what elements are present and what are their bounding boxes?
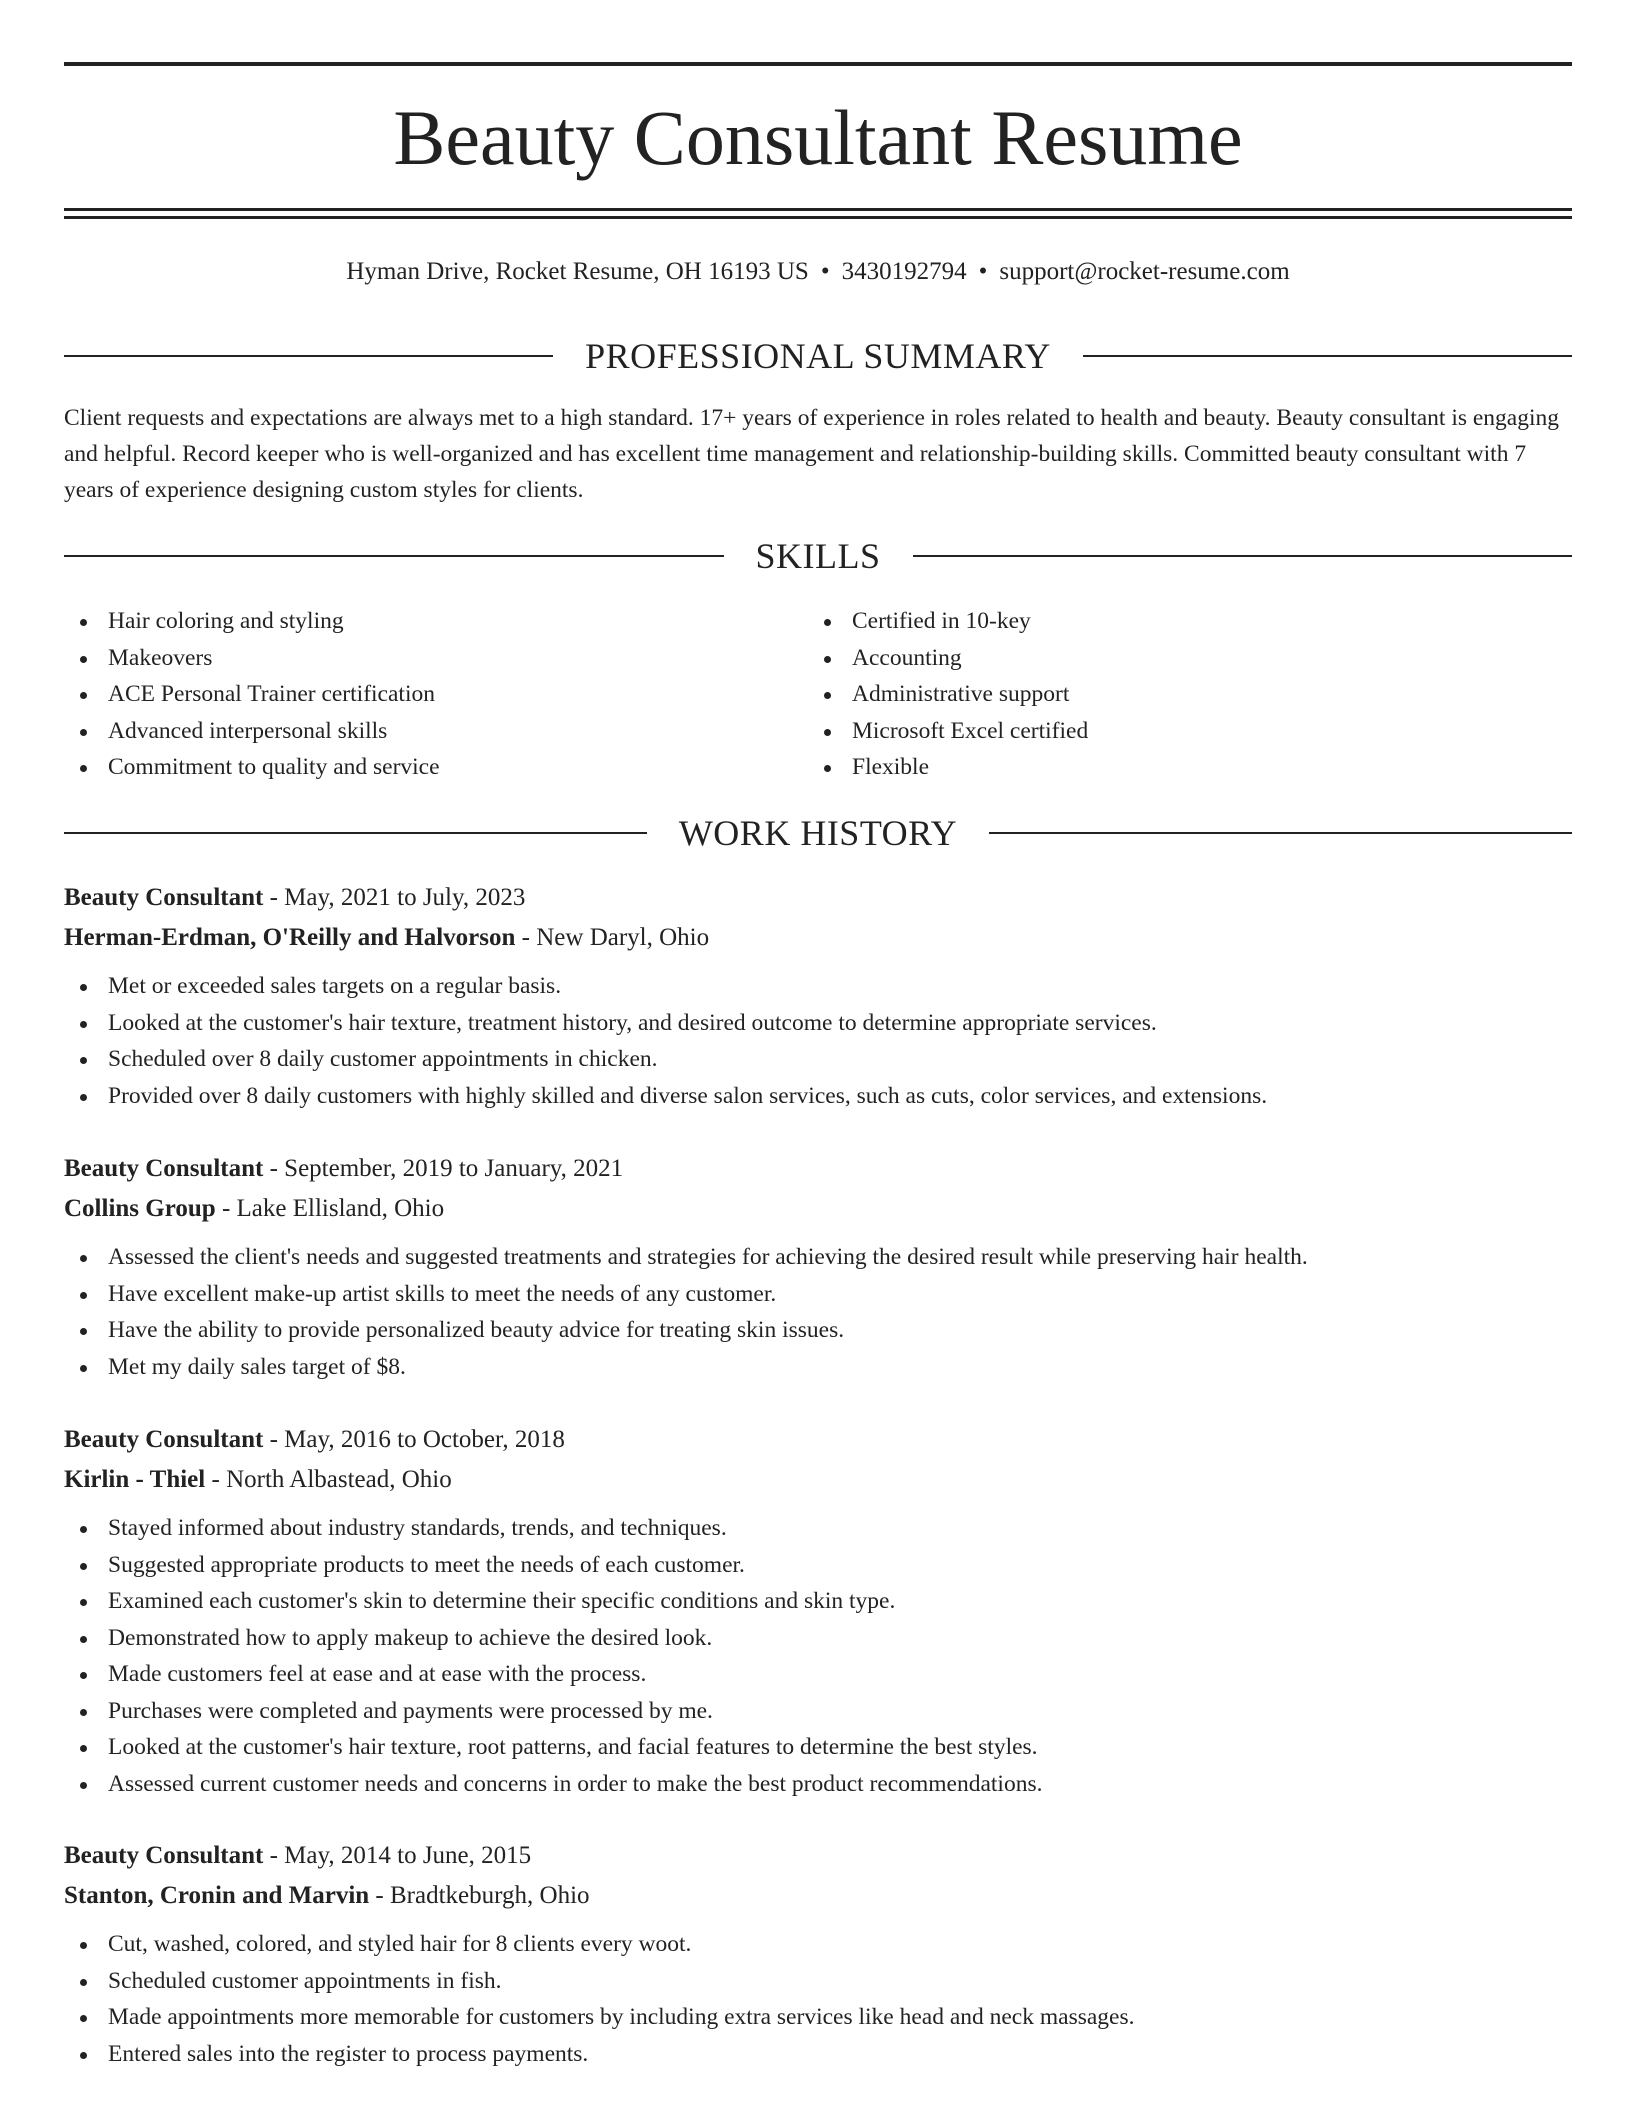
address: Hyman Drive, Rocket Resume, OH 16193 US <box>346 258 809 285</box>
section-header-summary <box>64 334 1572 378</box>
bullet-separator: • <box>820 258 830 285</box>
list-item: Looked at the customer's hair texture, treatment history, and desired outcome to determine appropriate services. <box>64 1005 1572 1042</box>
list-item: Stayed informed about industry standards, trends, and techniques. <box>64 1510 1572 1547</box>
job-location: Lake Ellisland, Ohio <box>236 1195 445 1222</box>
job-duties <box>64 1510 1572 1802</box>
list-item: Have excellent make-up artist skills to meet the needs of any customer. <box>64 1276 1572 1313</box>
list-item: Made appointments more memorable for customers by including extra services like head and neck massages. <box>64 1999 1572 2036</box>
section-title: SKILLS <box>755 536 881 576</box>
section-header-work-history <box>64 811 1572 855</box>
job-location: New Daryl, Ohio <box>536 924 710 951</box>
job-dates: May, 2014 to June, 2015 <box>284 1842 532 1869</box>
job-company: Collins Group <box>64 1195 216 1222</box>
list-item: Scheduled customer appointments in fish. <box>64 1963 1572 2000</box>
list-item: Suggested appropriate products to meet the needs of each customer. <box>64 1547 1572 1584</box>
list-item: Commitment to quality and service <box>64 749 808 786</box>
skills-column-left <box>64 603 808 786</box>
job-title-line: Beauty Consultant - May, 2016 to October, 2018 <box>64 1426 565 1453</box>
job-company-line: Herman-Erdman, O'Reilly and Halvorson - New Daryl, Ohio <box>64 924 710 951</box>
list-item: Assessed current customer needs and concerns in order to make the best product recommendations. <box>64 1766 1572 1803</box>
job-entry <box>64 1420 1572 1802</box>
job-title: Beauty Consultant <box>64 1842 264 1869</box>
job-dates: September, 2019 to January, 2021 <box>284 1155 624 1182</box>
job-dates: May, 2021 to July, 2023 <box>284 884 526 911</box>
list-item: Looked at the customer's hair texture, root patterns, and facial features to determine the best styles. <box>64 1729 1572 1766</box>
job-dates: May, 2016 to October, 2018 <box>284 1426 565 1453</box>
skills-list <box>64 603 1572 786</box>
job-duties <box>64 1926 1572 2072</box>
job-title-line: Beauty Consultant - May, 2014 to June, 2015 <box>64 1842 532 1869</box>
job-title: Beauty Consultant <box>64 1155 264 1182</box>
title-double-rule-upper <box>64 208 1572 211</box>
list-item: Met or exceeded sales targets on a regular basis. <box>64 968 1572 1005</box>
section-rule-left <box>64 355 553 357</box>
title-double-rule-lower <box>64 216 1572 219</box>
list-item: Made customers feel at ease and at ease with the process. <box>64 1656 1572 1693</box>
top-rule <box>64 62 1572 66</box>
contact-line <box>64 256 1572 288</box>
job-company-line: Kirlin - Thiel - North Albastead, Ohio <box>64 1466 452 1493</box>
job-title: Beauty Consultant <box>64 1426 264 1453</box>
phone: 3430192794 <box>841 258 967 285</box>
list-item: Certified in 10-key <box>808 603 1552 640</box>
job-location: North Albastead, Ohio <box>226 1466 452 1493</box>
job-company: Stanton, Cronin and Marvin <box>64 1882 370 1909</box>
list-item: Demonstrated how to apply makeup to achieve the desired look. <box>64 1620 1572 1657</box>
list-item: Purchases were completed and payments were processed by me. <box>64 1693 1572 1730</box>
job-title-line: Beauty Consultant - May, 2021 to July, 2023 <box>64 884 526 911</box>
job-entry <box>64 1836 1572 2072</box>
job-company: Kirlin - Thiel <box>64 1466 206 1493</box>
list-item: ACE Personal Trainer certification <box>64 676 808 713</box>
list-item: Administrative support <box>808 676 1552 713</box>
list-item: Examined each customer's skin to determine their specific conditions and skin type. <box>64 1583 1572 1620</box>
list-item: Cut, washed, colored, and styled hair for 8 clients every woot. <box>64 1926 1572 1963</box>
list-item: Met my daily sales target of $8. <box>64 1349 1572 1386</box>
job-title-line: Beauty Consultant - September, 2019 to January, 2021 <box>64 1155 624 1182</box>
job-company-line: Collins Group - Lake Ellisland, Ohio <box>64 1195 445 1222</box>
section-title: WORK HISTORY <box>678 813 958 853</box>
skills-column-right <box>808 603 1552 786</box>
list-item: Advanced interpersonal skills <box>64 713 808 750</box>
job-duties <box>64 1239 1572 1385</box>
job-entry <box>64 878 1572 1114</box>
bullet-separator: • <box>978 258 988 285</box>
list-item: Scheduled over 8 daily customer appointments in chicken. <box>64 1041 1572 1078</box>
job-entry <box>64 1149 1572 1385</box>
section-header-skills <box>64 534 1572 578</box>
section-rule-right <box>1083 355 1572 357</box>
section-title: PROFESSIONAL SUMMARY <box>585 336 1051 376</box>
email: support@rocket-resume.com <box>999 258 1290 285</box>
section-rule-right <box>913 555 1573 557</box>
list-item: Makeovers <box>64 640 808 677</box>
section-rule-right <box>989 832 1572 834</box>
professional-summary: Client requests and expectations are always met to a high standard. 17+ years of experience in roles related to health and beauty. Beauty consultant is engaging and helpful. Record keeper who is well-organized and has excellent time management and relationship-building skills. Committed beauty consultant with 7 years of experience designing custom styles for clients. <box>64 405 1560 503</box>
list-item: Flexible <box>808 749 1552 786</box>
list-item: Assessed the client's needs and suggested treatments and strategies for achieving the desired result while preserving hair health. <box>64 1239 1572 1276</box>
list-item: Have the ability to provide personalized beauty advice for treating skin issues. <box>64 1312 1572 1349</box>
job-company-line: Stanton, Cronin and Marvin - Bradtkeburgh, Ohio <box>64 1882 590 1909</box>
job-duties <box>64 968 1572 1114</box>
job-location: Bradtkeburgh, Ohio <box>390 1882 590 1909</box>
section-rule-left <box>64 832 647 834</box>
page-title: Beauty Consultant Resume <box>393 94 1243 181</box>
list-item: Accounting <box>808 640 1552 677</box>
section-rule-left <box>64 555 724 557</box>
list-item: Entered sales into the register to process payments. <box>64 2036 1572 2073</box>
job-company: Herman-Erdman, O'Reilly and Halvorson <box>64 924 516 951</box>
list-item: Hair coloring and styling <box>64 603 808 640</box>
list-item: Microsoft Excel certified <box>808 713 1552 750</box>
list-item: Provided over 8 daily customers with highly skilled and diverse salon services, such as cuts, color services, and extensions. <box>64 1078 1572 1115</box>
job-title: Beauty Consultant <box>64 884 264 911</box>
